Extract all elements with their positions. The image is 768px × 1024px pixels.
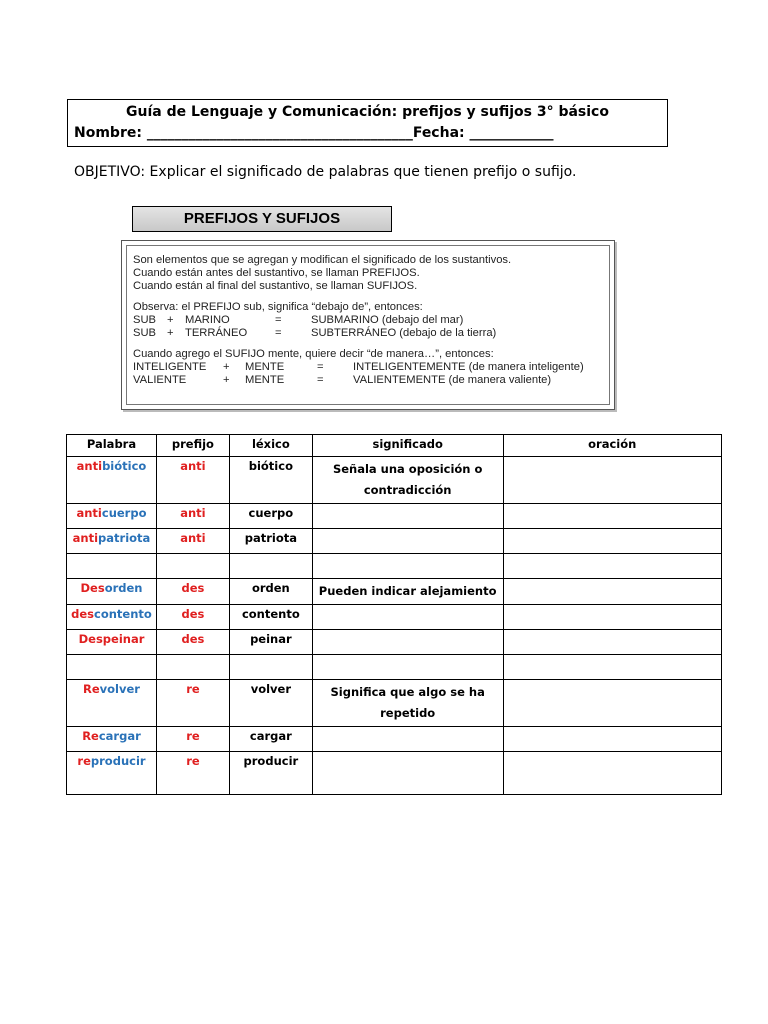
words-table	[66, 434, 722, 795]
lexeme-cell: patriota	[229, 529, 312, 554]
prefix-cell: re	[156, 680, 229, 727]
header-significado: significado	[312, 435, 503, 457]
table-row	[67, 752, 722, 795]
lexeme-cell: cargar	[229, 727, 312, 752]
meaning-cell[interactable]	[312, 504, 503, 529]
prefix-cell: des	[156, 579, 229, 605]
sentence-cell[interactable]	[503, 554, 722, 579]
meaning-cell[interactable]	[312, 655, 503, 680]
prefix-example: SUB + MARINO = SUBMARINO (debajo del mar)	[133, 314, 464, 326]
suffix-example: VALIENTE + MENTE = VALIENTEMENTE (de manera valiente)	[133, 374, 552, 386]
prefix-intro: Observa: el PREFIJO sub, significa “debajo de”, entonces:	[133, 301, 423, 313]
lexeme-cell: cuerpo	[229, 504, 312, 529]
table-row	[67, 630, 722, 655]
table-row	[67, 605, 722, 630]
meaning-cell[interactable]	[312, 752, 503, 795]
section-title: PREFIJOS Y SUFIJOS	[132, 206, 392, 232]
header-oracion: oración	[503, 435, 722, 457]
word-cell: Despeinar	[67, 630, 157, 655]
header-palabra: Palabra	[67, 435, 157, 457]
word-cell: reproducir	[67, 752, 157, 795]
sentence-cell[interactable]	[503, 727, 722, 752]
sentence-cell[interactable]	[503, 752, 722, 795]
word-cell: antibiótico	[67, 457, 157, 504]
sentence-cell[interactable]	[503, 579, 722, 605]
prefix-cell: anti	[156, 529, 229, 554]
prefix-cell: re	[156, 752, 229, 795]
info-line: Cuando están antes del sustantivo, se llaman PREFIJOS.	[133, 267, 420, 279]
word-cell: Revolver	[67, 680, 157, 727]
meaning-cell[interactable]: Pueden indicar alejamiento	[312, 579, 503, 605]
meaning-cell[interactable]: Señala una oposición o contradicción	[312, 457, 503, 504]
prefix-cell: des	[156, 630, 229, 655]
word-cell: descontento	[67, 605, 157, 630]
prefix-cell: des	[156, 605, 229, 630]
meaning-cell[interactable]	[312, 727, 503, 752]
meaning-cell[interactable]	[312, 605, 503, 630]
word-cell: anticuerpo	[67, 504, 157, 529]
header-prefijo: prefijo	[156, 435, 229, 457]
word-cell: Recargar	[67, 727, 157, 752]
name-date-line[interactable]: Nombre: ______________________________________Fecha: ____________	[74, 125, 554, 141]
table-header-row	[67, 435, 722, 457]
prefix-cell: anti	[156, 504, 229, 529]
objective	[74, 164, 576, 180]
lexeme-cell[interactable]	[229, 655, 312, 680]
lexeme-cell: producir	[229, 752, 312, 795]
table-row	[67, 579, 722, 605]
table-row	[67, 554, 722, 579]
meaning-cell[interactable]: Significa que algo se ha repetido	[312, 680, 503, 727]
table-row	[67, 457, 722, 504]
info-box	[121, 240, 615, 410]
suffix-example: INTELIGENTE + MENTE = INTELIGENTEMENTE (de manera inteligente)	[133, 361, 584, 373]
suffix-intro: Cuando agrego el SUFIJO mente, quiere decir “de manera…”, entonces:	[133, 348, 494, 360]
sentence-cell[interactable]	[503, 680, 722, 727]
word-cell: antipatriota	[67, 529, 157, 554]
lexeme-cell: peinar	[229, 630, 312, 655]
meaning-cell[interactable]	[312, 630, 503, 655]
meaning-cell[interactable]	[312, 554, 503, 579]
sentence-cell[interactable]	[503, 605, 722, 630]
info-line: Cuando están al final del sustantivo, se llaman SUFIJOS.	[133, 280, 418, 292]
table-row	[67, 504, 722, 529]
lexeme-cell: orden	[229, 579, 312, 605]
sentence-cell[interactable]	[503, 655, 722, 680]
lexeme-cell: volver	[229, 680, 312, 727]
objective-text: : Explicar el significado de palabras que tienen prefijo o sufijo.	[140, 164, 577, 180]
prefix-cell: re	[156, 727, 229, 752]
sentence-cell[interactable]	[503, 457, 722, 504]
worksheet-header	[67, 99, 668, 147]
worksheet-title: Guía de Lenguaje y Comunicación: prefijos y sufijos 3° básico	[126, 104, 609, 120]
table-row	[67, 680, 722, 727]
word-cell: Desorden	[67, 579, 157, 605]
lexeme-cell: biótico	[229, 457, 312, 504]
sentence-cell[interactable]	[503, 630, 722, 655]
info-line: Son elementos que se agregan y modifican el significado de los sustantivos.	[133, 254, 512, 266]
table-row	[67, 727, 722, 752]
prefix-cell[interactable]	[156, 655, 229, 680]
prefix-example: SUB + TERRÁNEO = SUBTERRÁNEO (debajo de la tierra)	[133, 327, 497, 339]
prefix-cell[interactable]	[156, 554, 229, 579]
lexeme-cell: contento	[229, 605, 312, 630]
lexeme-cell[interactable]	[229, 554, 312, 579]
table-row	[67, 529, 722, 554]
info-content	[126, 245, 610, 405]
meaning-cell[interactable]	[312, 529, 503, 554]
sentence-cell[interactable]	[503, 504, 722, 529]
prefix-cell: anti	[156, 457, 229, 504]
word-cell[interactable]	[67, 554, 157, 579]
table-row	[67, 655, 722, 680]
header-lexico: léxico	[229, 435, 312, 457]
objective-label: OBJETIVO	[74, 164, 141, 180]
sentence-cell[interactable]	[503, 529, 722, 554]
word-cell[interactable]	[67, 655, 157, 680]
